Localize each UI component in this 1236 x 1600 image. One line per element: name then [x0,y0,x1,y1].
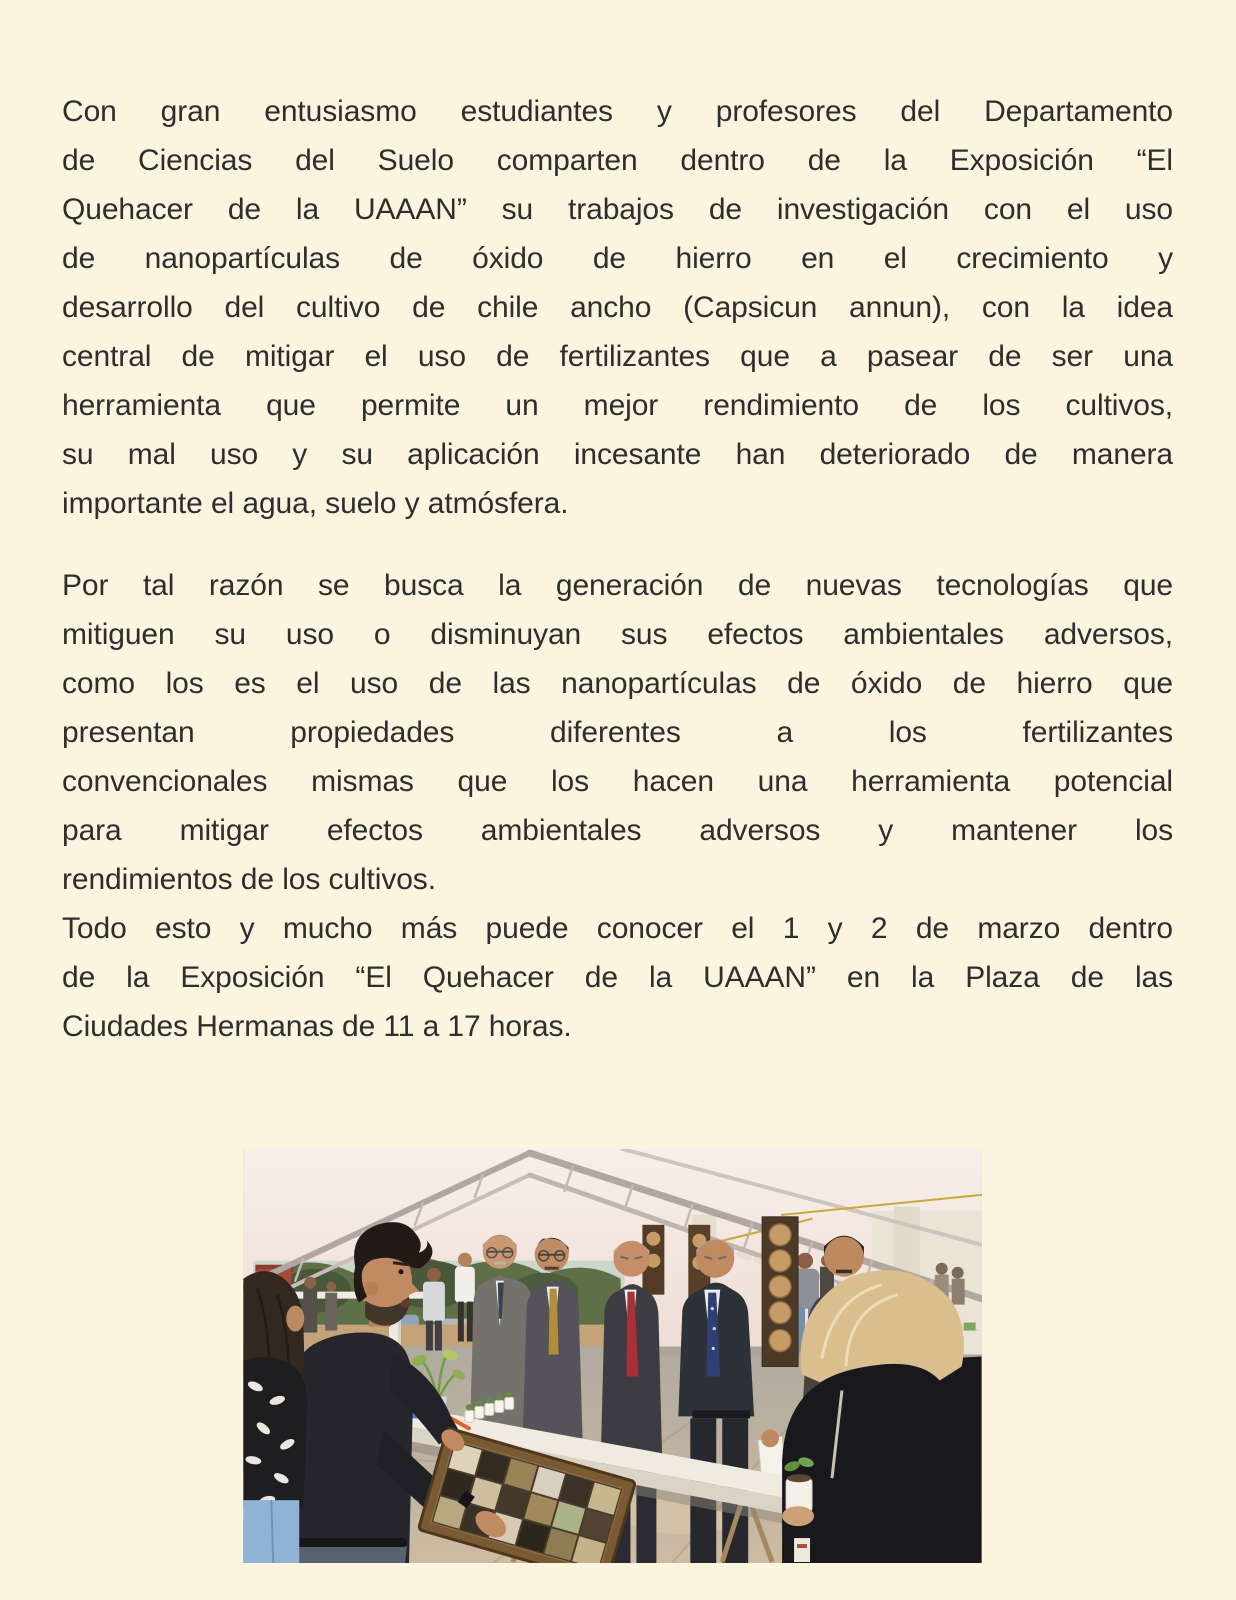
text-line: Con gran entusiasmo estudiantes y profesores del Departamento [62,95,1173,128]
text-line: de Ciencias del Suelo comparten dentro de la Exposición “El [62,144,1173,177]
paragraph [62,87,1173,528]
text-line: importante el agua, suelo y atmósfera. [62,487,569,520]
text-line: central de mitigar el uso de fertilizantes que a pasear de ser una [62,340,1173,373]
student-woman [243,1271,307,1563]
event-photo-illustration [243,1149,982,1563]
article [62,87,1173,1051]
text-line: Por tal razón se busca la generación de nuevas tecnologías que [62,569,1173,602]
text-line: convencionales mismas que los hacen una herramienta potencial [62,765,1173,798]
text-line: Todo esto y mucho más puede conocer el 1 y 2 de marzo dentro [62,912,1173,945]
text-line: desarrollo del cultivo de chile ancho (Capsicun annun), con la idea [62,291,1173,324]
text-line: herramienta que permite un mejor rendimiento de los cultivos, [62,389,1173,422]
text-line: como los es el uso de las nanopartículas de óxido de hierro que [62,667,1173,700]
text-line: para mitigar efectos ambientales adversos y mantener los [62,814,1173,847]
text-line: presentan propiedades diferentes a los fertilizantes [62,716,1173,749]
text-line: su mal uso y su aplicación incesante han deteriorado de manera [62,438,1173,471]
event-photo [243,1149,982,1563]
text-line: de nanopartículas de óxido de hierro en el crecimiento y [62,242,1173,275]
paragraph [62,904,1173,1051]
text-line: Quehacer de la UAAAN” su trabajos de investigación con el uso [62,193,1173,226]
visitor-woman [782,1270,982,1563]
paragraph [62,561,1173,904]
text-line: de la Exposición “El Quehacer de la UAAAN” en la Plaza de las [62,961,1173,994]
text-line: mitiguen su uso o disminuyan sus efectos ambientales adversos, [62,618,1173,651]
text-line: Ciudades Hermanas de 11 a 17 horas. [62,1010,572,1043]
text-line: rendimientos de los cultivos. [62,863,436,896]
